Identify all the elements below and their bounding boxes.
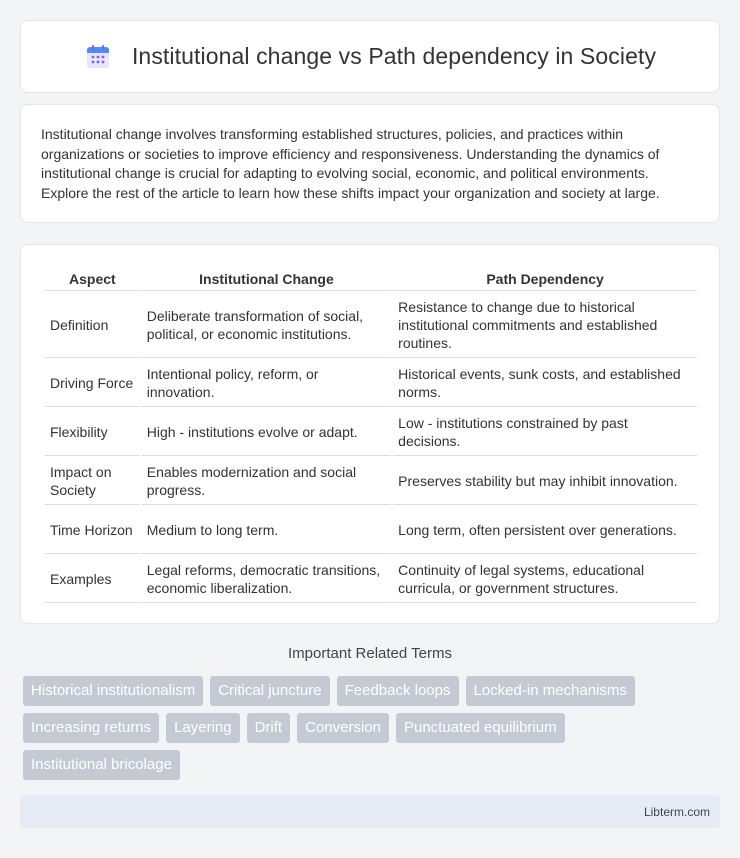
related-term-tag[interactable]: Institutional bricolage <box>23 750 180 780</box>
row-aspect: Definition <box>45 293 140 358</box>
row-path-dependency: Continuity of legal systems, educational curricula, or government structures. <box>393 556 697 603</box>
table-row <box>45 293 697 358</box>
related-term-tag[interactable]: Layering <box>166 713 240 743</box>
row-institutional-change: Legal reforms, democratic transitions, economic liberalization. <box>142 556 391 603</box>
calendar-icon <box>84 43 112 71</box>
table-row <box>45 360 697 407</box>
intro-card <box>20 104 720 223</box>
related-term-tag[interactable]: Critical juncture <box>210 676 329 706</box>
related-term-tag[interactable]: Conversion <box>297 713 389 743</box>
comparison-table-card <box>20 244 720 624</box>
row-path-dependency: Long term, often persistent over generations. <box>393 507 697 554</box>
header-institutional-change: Institutional Change <box>142 267 391 291</box>
header-aspect: Aspect <box>45 267 140 291</box>
comparison-table <box>43 265 699 605</box>
row-aspect: Examples <box>45 556 140 603</box>
row-institutional-change: Intentional policy, reform, or innovation. <box>142 360 391 407</box>
row-path-dependency: Historical events, sunk costs, and established norms. <box>393 360 697 407</box>
header-path-dependency: Path Dependency <box>393 267 697 291</box>
page-title: Institutional change vs Path dependency in Society <box>131 43 657 69</box>
table-header-row <box>45 267 697 291</box>
footer <box>20 795 720 828</box>
row-aspect: Time Horizon <box>45 507 140 554</box>
related-term-tag[interactable]: Feedback loops <box>337 676 459 706</box>
row-institutional-change: Deliberate transformation of social, political, or economic institutions. <box>142 293 391 358</box>
related-term-tag[interactable]: Historical institutionalism <box>23 676 203 706</box>
row-path-dependency: Preserves stability but may inhibit innovation. <box>393 458 697 505</box>
related-term-tag[interactable]: Punctuated equilibrium <box>396 713 565 743</box>
row-institutional-change: Medium to long term. <box>142 507 391 554</box>
row-path-dependency: Low - institutions constrained by past decisions. <box>393 409 697 456</box>
table-row <box>45 409 697 456</box>
footer-brand-link[interactable]: Libterm.com <box>643 804 710 819</box>
table-row <box>45 458 697 505</box>
related-term-tag[interactable]: Locked-in mechanisms <box>466 676 635 706</box>
table-row <box>45 556 697 603</box>
row-path-dependency: Resistance to change due to historical institutional commitments and established routines. <box>393 293 697 358</box>
related-term-tag[interactable]: Increasing returns <box>23 713 159 743</box>
table-row <box>45 507 697 554</box>
row-aspect: Flexibility <box>45 409 140 456</box>
row-aspect: Impact on Society <box>45 458 140 505</box>
related-terms-list <box>23 676 703 787</box>
intro-text: Institutional change involves transforming established structures, policies, and practices within organizations or societies to improve efficiency and responsiveness. Understanding the dynamics of institutional change is crucial for adapting to evolving social, economic, and political environments. Explore the rest of the article to learn how these shifts impact your organization and society at large. <box>41 126 660 201</box>
related-terms-title: Important Related Terms <box>288 645 452 662</box>
header-card <box>20 20 720 93</box>
related-term-tag[interactable]: Drift <box>247 713 291 743</box>
row-institutional-change: High - institutions evolve or adapt. <box>142 409 391 456</box>
row-institutional-change: Enables modernization and social progress. <box>142 458 391 505</box>
row-aspect: Driving Force <box>45 360 140 407</box>
